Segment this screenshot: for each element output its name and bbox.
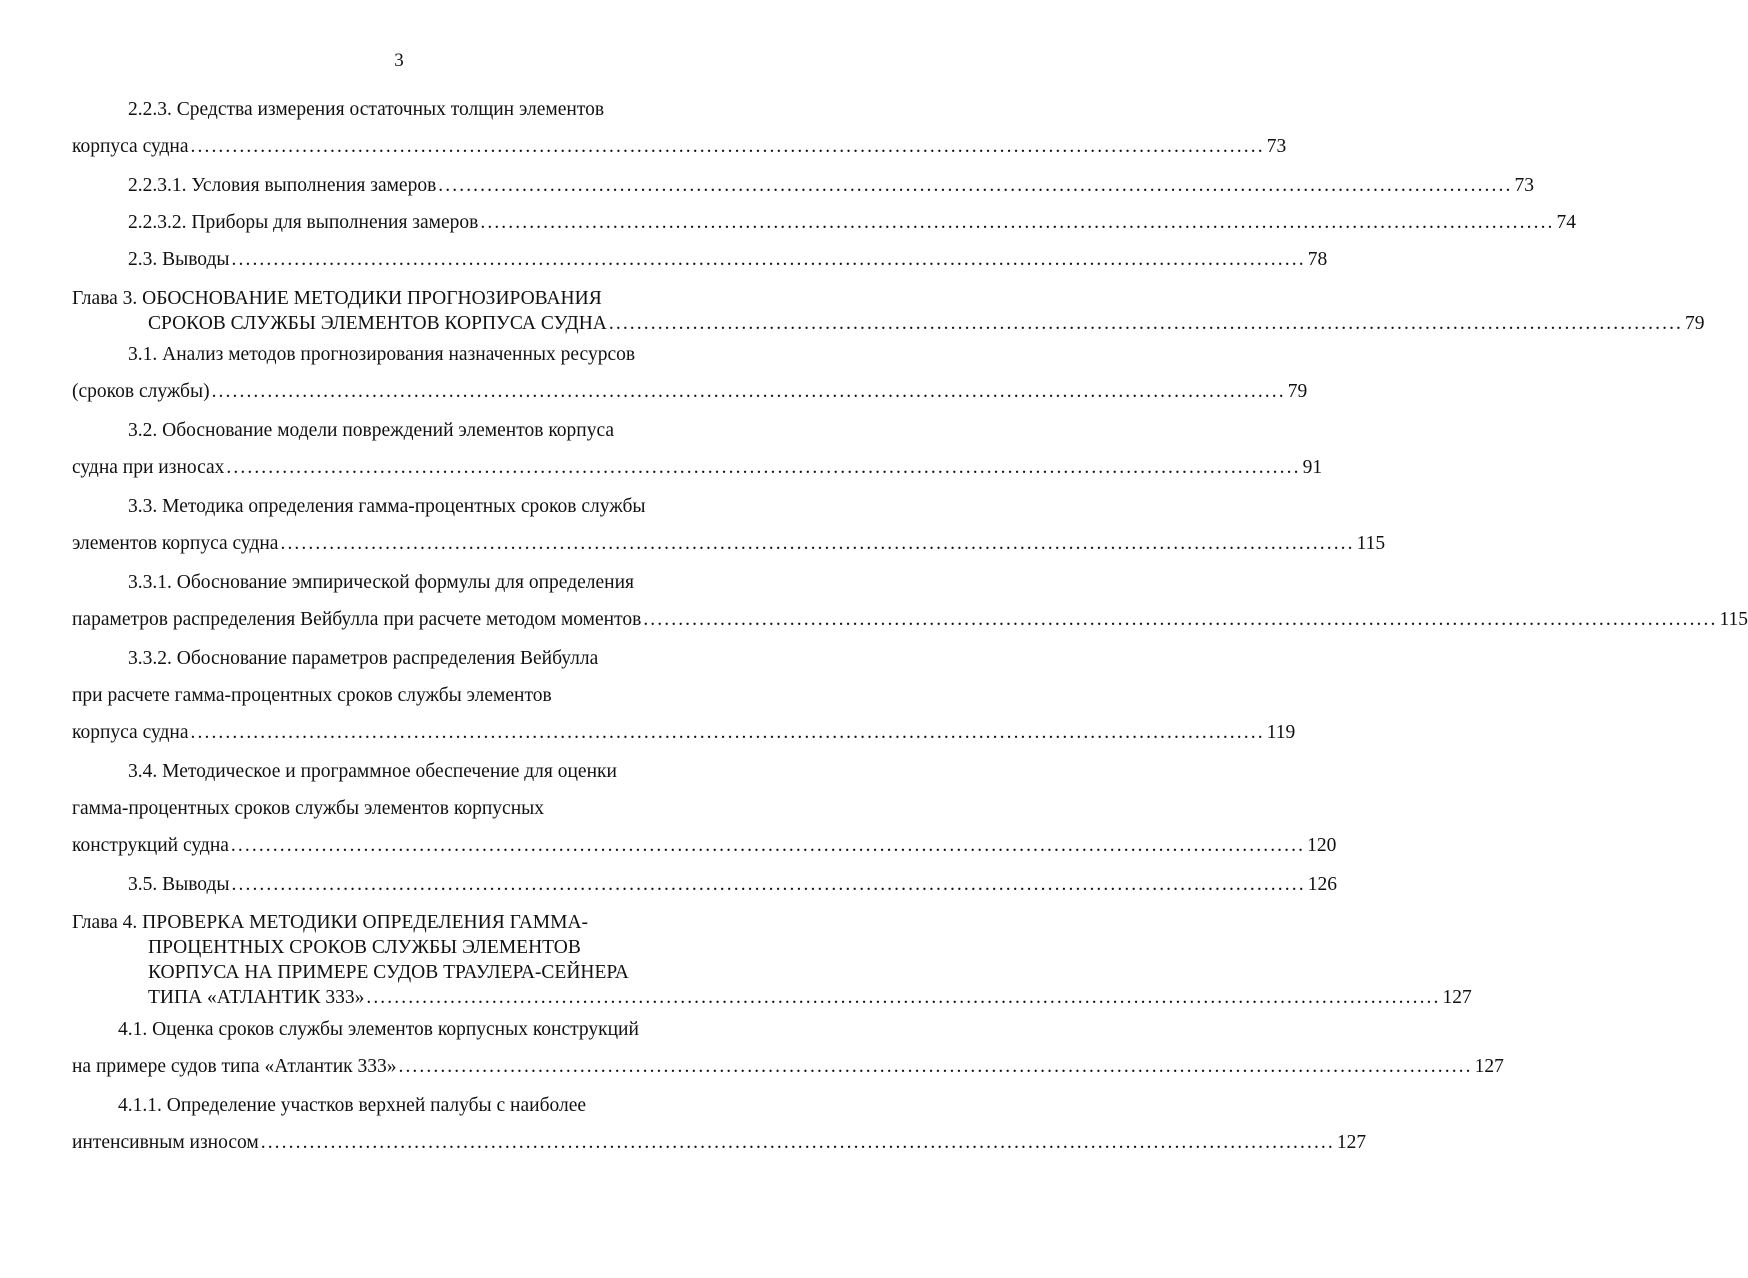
toc-page-number: 74 <box>1556 212 1577 233</box>
toc-entry-3-3-2-title-cont: при расчете гамма-процентных сроков службы элементов <box>72 685 552 706</box>
toc-entry-3-1 <box>72 379 1308 405</box>
dot-leader: .......................................................................................................................................................... <box>211 381 1286 402</box>
toc-entry-2-2-3-title: 2.2.3. Средства измерения остаточных толщин элементов <box>128 99 605 120</box>
toc-page-number: 79 <box>1287 381 1308 402</box>
toc-entry-text: корпуса судна <box>72 722 189 743</box>
dot-leader: .......................................................................................................................................................... <box>231 249 1306 270</box>
dot-leader: .......................................................................................................................................................... <box>438 175 1513 196</box>
toc-page-number: 127 <box>1336 1132 1367 1153</box>
chapter-4-title: Глава 4. ПРОВЕРКА МЕТОДИКИ ОПРЕДЕЛЕНИЯ ГАММА- <box>72 912 589 933</box>
toc-entry-3-4-title-cont: гамма-процентных сроков службы элементов корпусных <box>72 798 544 819</box>
toc-entry-3-1-title: 3.1. Анализ методов прогнозирования назначенных ресурсов <box>128 344 636 365</box>
toc-entry-text: на примере судов типа «Атлантик 333» <box>72 1056 397 1077</box>
toc-entry-2-2-3-2 <box>128 210 1577 236</box>
chapter-3-title: Глава 3. ОБОСНОВАНИЕ МЕТОДИКИ ПРОГНОЗИРОВАНИЯ <box>72 288 602 309</box>
toc-entry-3-5 <box>128 872 1337 898</box>
toc-entry-text: интенсивным износом <box>72 1132 259 1153</box>
toc-page-number: 120 <box>1307 835 1337 856</box>
toc-entry-text: 3.5. Выводы <box>128 874 230 895</box>
dot-leader: .......................................................................................................................................................... <box>190 136 1265 157</box>
dot-leader: .......................................................................................................................................................... <box>231 874 1306 895</box>
toc-entry-4-1-title: 4.1. Оценка сроков службы элементов корпусных конструкций <box>118 1019 639 1040</box>
toc-page-number: 115 <box>1356 533 1386 554</box>
toc-entry-text: 2.3. Выводы <box>128 249 230 270</box>
chapter-4-title-line-3: КОРПУСА НА ПРИМЕРЕ СУДОВ ТРАУЛЕРА-СЕЙНЕРА <box>148 962 629 983</box>
toc-page-number: 115 <box>1719 609 1748 630</box>
toc-entry-3-2-title: 3.2. Обоснование модели повреждений элементов корпуса <box>128 420 615 441</box>
toc-entry-text: судна при износах <box>72 457 225 478</box>
toc-entry-3-4 <box>72 833 1337 859</box>
dot-leader: .......................................................................................................................................................... <box>230 835 1306 856</box>
toc-entry-text: (сроков службы) <box>72 381 210 402</box>
dot-leader: .......................................................................................................................................................... <box>608 313 1684 334</box>
toc-entry-text: 2.2.3.1. Условия выполнения замеров <box>128 175 437 196</box>
toc-entry-text: 2.2.3.2. Приборы для выполнения замеров <box>128 212 479 233</box>
toc-entry-text: корпуса судна <box>72 136 189 157</box>
dot-leader: .......................................................................................................................................................... <box>480 212 1555 233</box>
dot-leader: .......................................................................................................................................................... <box>366 987 1441 1008</box>
toc-entry-3-3-2 <box>72 720 1296 746</box>
toc-page-number: 91 <box>1302 457 1323 478</box>
toc-page-number: 119 <box>1266 722 1296 743</box>
toc-entry-3-3-title: 3.3. Методика определения гамма-процентных сроков службы <box>128 496 646 517</box>
toc-entry-4-1 <box>72 1054 1504 1080</box>
dot-leader: .......................................................................................................................................................... <box>398 1056 1473 1077</box>
toc-entry-3-3-1-title: 3.3.1. Обоснование эмпирической формулы для определения <box>128 572 634 593</box>
toc-entry-3-3-1 <box>72 607 1748 633</box>
toc-page-number: 127 <box>1442 987 1472 1008</box>
toc-page-number: 79 <box>1685 313 1705 334</box>
dot-leader: .......................................................................................................................................................... <box>190 722 1265 743</box>
page-number: 3 <box>394 50 404 71</box>
toc-entry-3-3 <box>72 531 1386 557</box>
toc-entry-text: параметров распределения Вейбулла при расчете методом моментов <box>72 609 642 630</box>
dot-leader: .......................................................................................................................................................... <box>226 457 1301 478</box>
toc-entry-4-1-1-title: 4.1.1. Определение участков верхней палубы с наиболее <box>118 1095 587 1116</box>
toc-entry-4-1-1 <box>72 1130 1367 1156</box>
toc-entry-2-3 <box>128 247 1328 273</box>
toc-entry-2-2-3-1 <box>128 173 1534 199</box>
dot-leader: .......................................................................................................................................................... <box>643 609 1718 630</box>
toc-page-number: 126 <box>1307 874 1337 895</box>
toc-page-number: 127 <box>1474 1056 1504 1077</box>
toc-page-number: 73 <box>1266 136 1287 157</box>
toc-entry-text: элементов корпуса судна <box>72 533 279 554</box>
toc-entry-3-3-2-title: 3.3.2. Обоснование параметров распределения Вейбулла <box>128 648 599 669</box>
toc-page-number: 78 <box>1307 249 1328 270</box>
toc-entry-2-2-3 <box>72 134 1287 160</box>
dot-leader: .......................................................................................................................................................... <box>260 1132 1335 1153</box>
toc-entry-text: ТИПА «АТЛАНТИК 333» <box>148 987 365 1008</box>
toc-page-number: 73 <box>1514 175 1534 196</box>
toc-entry-text: СРОКОВ СЛУЖБЫ ЭЛЕМЕНТОВ КОРПУСА СУДНА <box>148 313 607 334</box>
toc-entry-text: конструкций судна <box>72 835 229 856</box>
toc-entry-3-4-title: 3.4. Методическое и программное обеспечение для оценки <box>128 761 617 782</box>
toc-entry-3-2 <box>72 455 1323 481</box>
dot-leader: .......................................................................................................................................................... <box>280 533 1355 554</box>
toc-entry-chapter-3 <box>148 311 1705 337</box>
chapter-4-title-line-2: ПРОЦЕНТНЫХ СРОКОВ СЛУЖБЫ ЭЛЕМЕНТОВ <box>148 937 581 958</box>
toc-entry-chapter-4 <box>148 985 1472 1011</box>
